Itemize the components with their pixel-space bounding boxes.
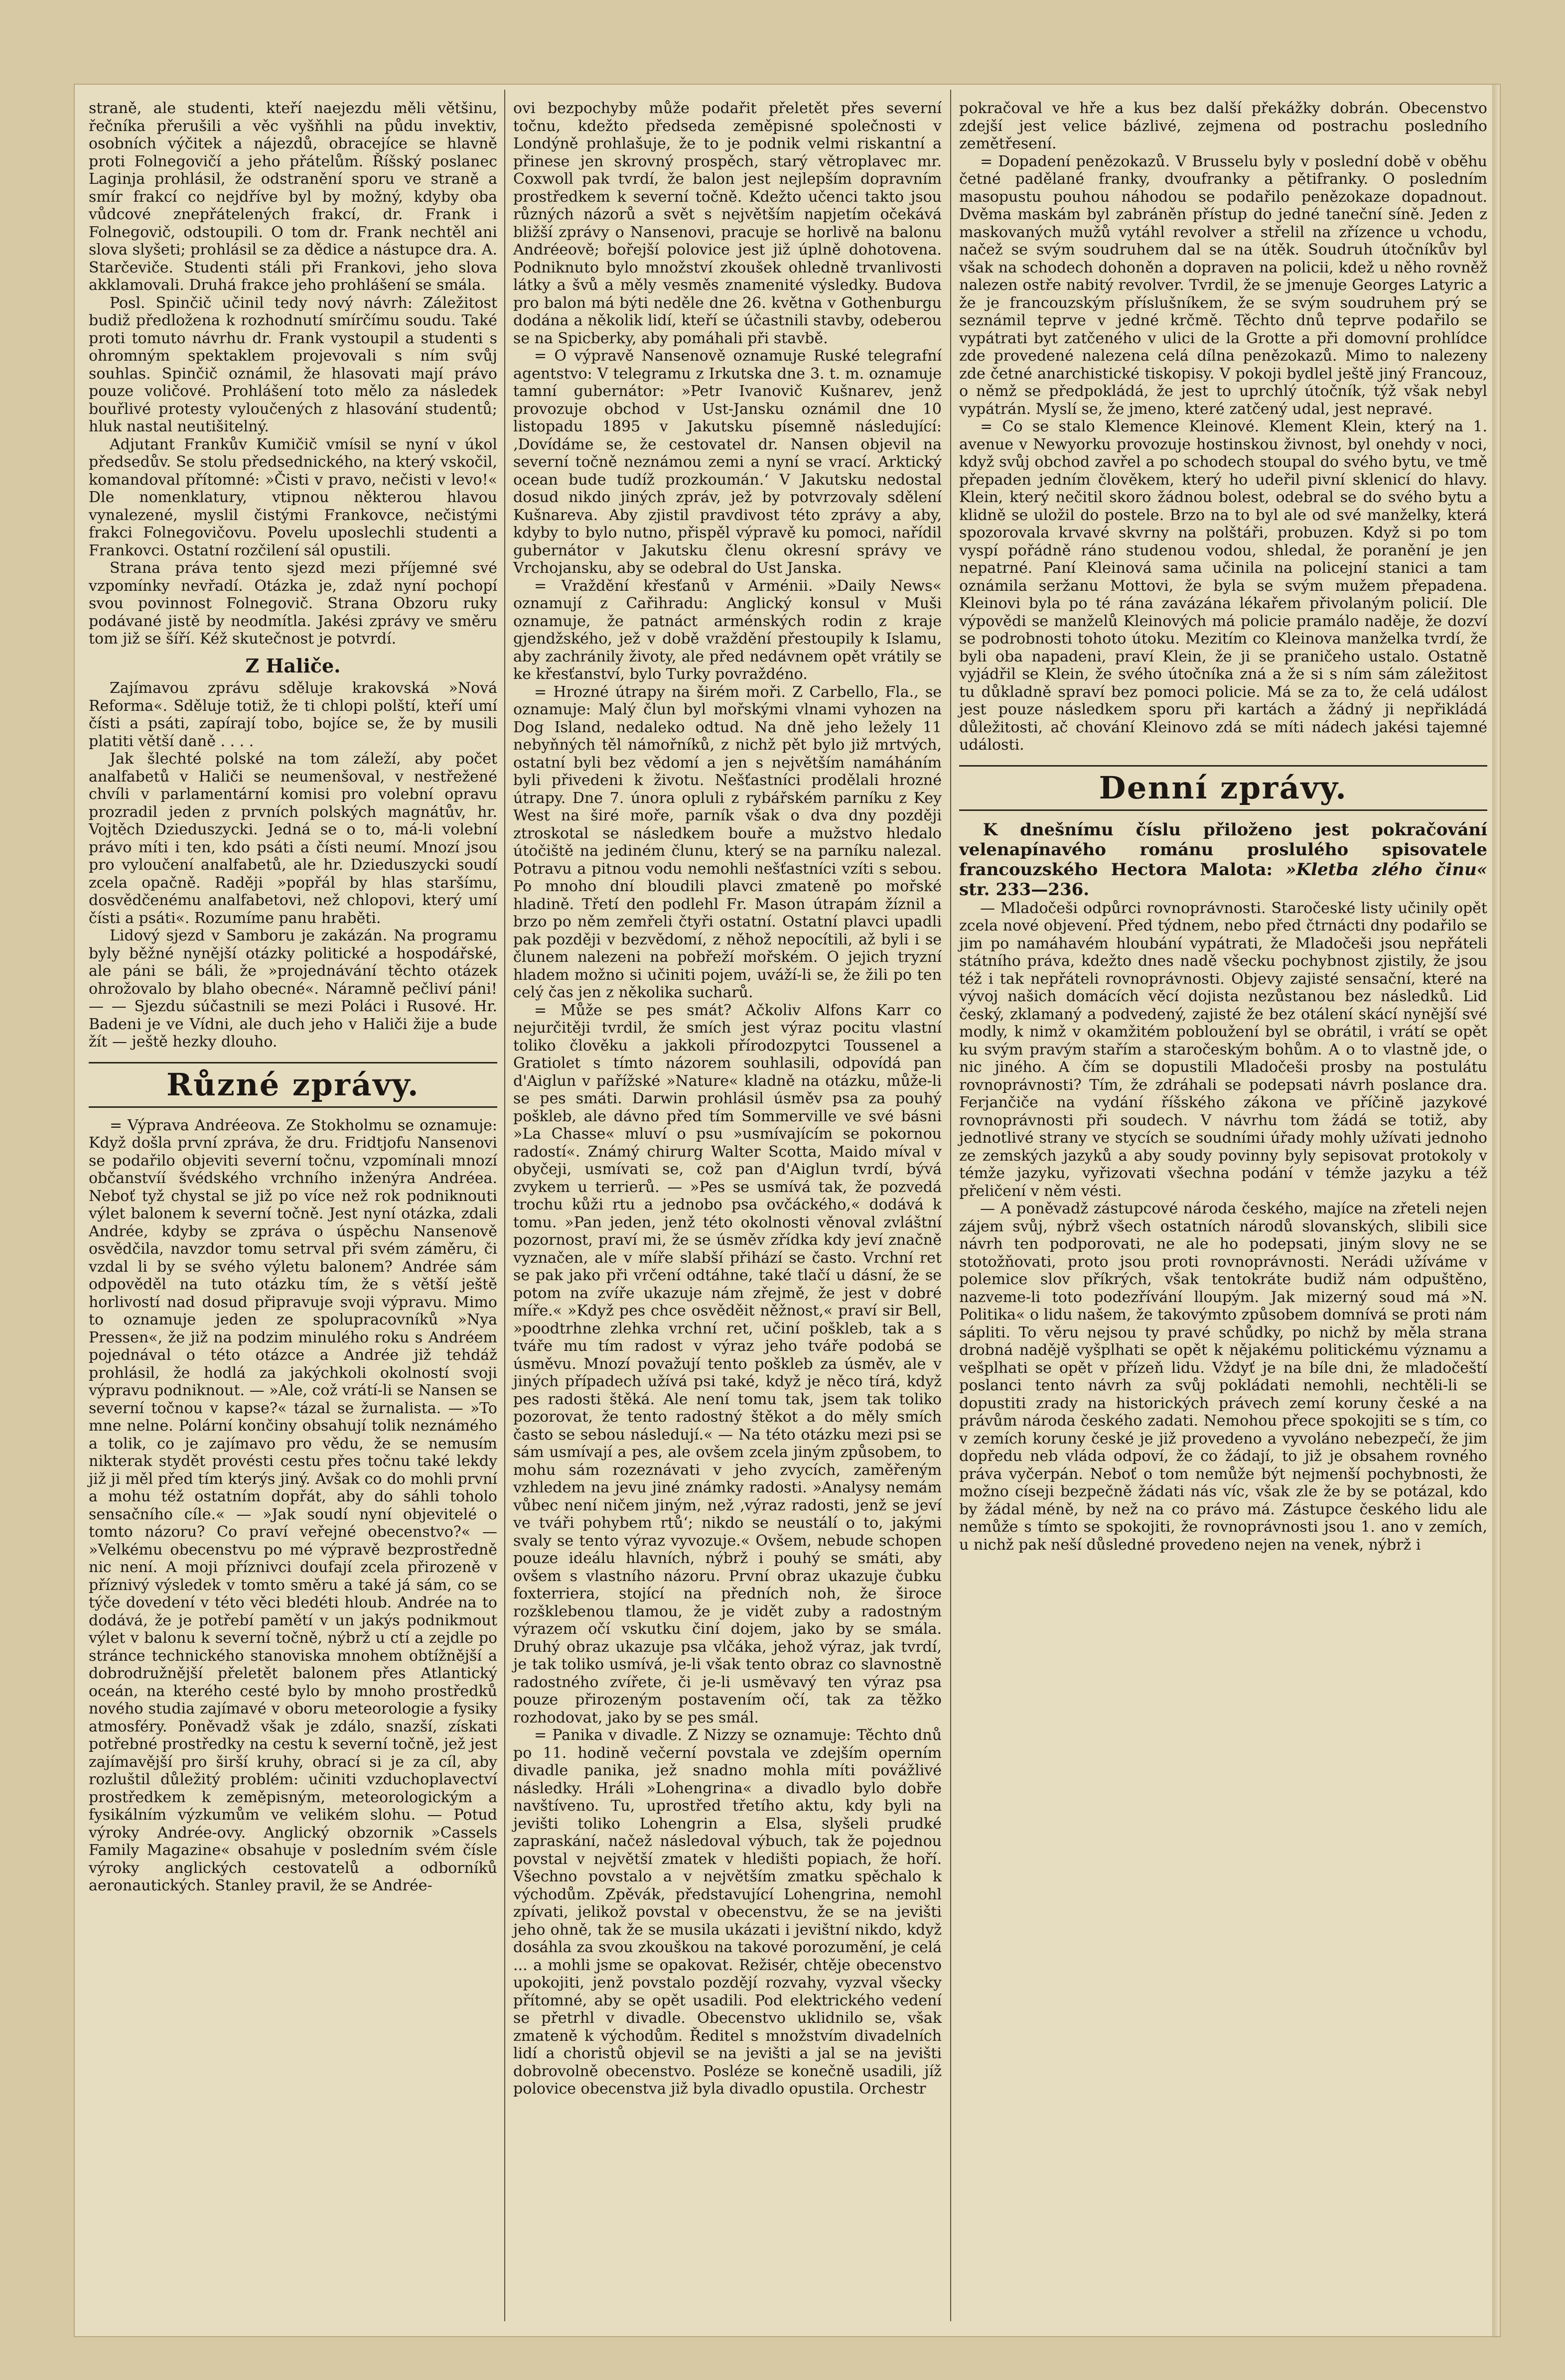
paragraph: = Může se pes smát? Ačkoliv Alfons Karr co nejurčitěji tvrdil, že smích jest výraz pocitu vlastní toliko člověku a jakkoli přírodozpytci Toussenel a Gratiolet s tímto názorem souhlasili, odpovídá pan d'Aiglun v pařížské »Nature« kladně na otázku, může-li se pes smáti. Darwin prohlásil úsměv psa za pouhý poškleb, ale dávno před tím Sommerville ve své básni »La Chasse« mluví o psu »usmívajícím se pokornou radostí«. Známý chirurg Walter Scotta, Maido míval v obyčeji, usmívati se, což pan d'Aiglun tvrdí, bývá zvykem u terrierů. — »Pes se usmívá tak, že pozvedá trochu kůži rtu a jednobo psa ovčáckého,« dodává k tomu. »Pan jeden, jenž této okolnosti věnoval zvláštní pozornost, praví mi, že se úsměv zřídka kdy jeví značně vyznačen, ale v míře slabší přihází se často. Vrchní ret se pak jako při vrčení odtáhne, také tlačí u dásní, že se potom na zvíře ukazuje nám zřejmě, že jest v dobré míře.« »Když pes chce osvěděit něžnost,« praví sir Bell, »poodtrhne zlehka vrchní ret, učiní poškleb, tak a s tváře mu tím radost v výraz jeho tváře podobá se úsměvu. Mnozí považují tento poškleb za úsměv, ale v jiných případech užívá psi také, když je něco tírá, když pes radosti štěká. Ale není tomu tak, jsem tak toliko pozorovat, že tento radostný štěkot a do měly smích často se sebou následují.« — Na této otázku mezi psi se sám usmívají a pes, ale ovšem zcela jiným způsobem, to mohu sám rozeznávati v jeho zvycích, zaměřeným vzhledem na jevu jiné známky radosti. »Analysy nemám vůbec není ničem jiným, než ‚výraz radosti, jenž se jeví ve tváři pohybem rtů‘; nikdo se neustálí o to, jakými svaly se tento výraz vyvozuje.« Ovšem, nebude schopen pouze ideálu hlavních, nýbrž i pouhý se smáti, aby ovšem s vlastního názoru. První obraz ukazuje čubku foxterriera, stojící na předních noh, že široce rozšklebenou tlamou, že je vidět zuby a radostným výrazem očí vskutku činí dojem, jako by se smála. Druhý obraz ukazuje psa vlčáka, jehož výraz, jak tvrdí, je tak toliko usmívá, je-li však tento obraz co slavnostně radostného zvířete, či je-li usměvavý ten výraz psa pouze přirozeným postavením očí, tak za těžko rozhodovat, jako by se pes smál. xyxy=(513,1001,942,1726)
subheading-halic: Z Haliče. xyxy=(245,654,341,677)
paragraph: Strana práva tento sjezd mezi příjemné své vzpomínky nevřadí. Otázka je, zdaž nyní pochopí svou povinnost Folnegovič. Strana Obzoru ruky podávané jistě by neodmítla. Jakési zprávy ve směru tom již se šíří. Kéž skutečnost je potvrdí. xyxy=(89,559,497,648)
column-rule xyxy=(504,90,505,2321)
paragraph: — A poněvadž zástupcové národa českého, majíce na zřeteli nejen zájem svůj, nýbrž všech ostatních národů slovanských, slibili sice návrh ten podporovati, ne ale ho podepsati, jiným slovy ne se stotožňovati, proto jsou proti rovnoprávnosti. Nerádi užíváme v polemice slov příkrých, však tentokráte budiž nám odpuštěno, nazveme-li toto podezřívání lloupým. Jak mizerný soud má »N. Politika« o lidu našem, že takovýmto způsobem domnívá se proti nám sápliti. To věru nejsou ty pravé schůdky, po nichž by měla strana drobná nadějě vyšplhati se opět k nějakému politickému významu a vešplhati se opět v přízeň lidu. Vždyť je na bíle dni, že mladočeští poslanci tento návrh za svůj pokládati nemohli, nechtěli-li se dopustiti zrady na historických právech zemí koruny české a na právům národa českého zadati. Nemohou přece spokojiti se s tím, co v zemích koruny české je již provedeno a vyvoláno nebezpečí, že jim dopředu neb vláda odpoví, že co žádají, to již je obsahem rovného práva vyčerpán. Neboť o tom nemůže být nejmenší pochybnosti, že možno císeji bezpečně žádati nás víc, však zle že by se potázal, kdo by žádal méně, by než na co právo má. Zástupce českého lidu ale nemůže s tímto se spokojiti, že rovnoprávnosti jsou 1. ano v zemích, u nichž pak neší důsledné provedeno nejen na venek, nýbrž i xyxy=(959,1200,1487,1554)
section-title-ruzne-zpravy: Různé zprávy. xyxy=(89,1062,497,1108)
paragraph: = Hrozné útrapy na širém moři. Z Carbello, Fla., se oznamuje: Malý člun byl mořskými vlnami vyhozen na Dog Island, nedaleko odtud. Na dně jeho ležely 11 nebyňných těl námořníků, z nichž pět bylo již mrtvých, ostatní byli bez vědomí a jen s největším namáháním byli přivedeni k životu. Nešťastníci prodělali hrozné útrapy. Dne 7. února opluli z rybářském parníku z Key West na širé moře, parník však o dva dny později ztroskotal se následkem bouře a mužstvo hledalo útočiště na jediném člunu, který se na parníku nalezal. Potravu a pitnou vodu nemohli nešťastníci vzíti s sebou. Po mnoho dní bloudili plavci zmateně po mořské hladině. Třetí den podlehl Fr. Mason útrapám žíznil a brzo po něm zemřeli čtyři ostatní. Ostatní plavci upadli pak později v bezvědomí, z něhož nepocítili, až byli i se člunem nalezeni na pobřeží mořském. O jejich tryzní hladem možno si učiniti pojem, uváží-li se, že žili po ten celý čas jen z několika sucharů. xyxy=(513,683,942,1001)
paragraph: = O výpravě Nansenově oznamuje Ruské telegrafní agentstvo: V telegramu z Irkutska dne 3. t. m. oznamuje tamní gubernátor: »Petr Ivanovič Kušnarev, jenž provozuje obchod v Ust-Jansku oznámil dne 10 listopadu 1895 v Jakutsku písemně následující: ‚Dovídáme se, že cestovatel dr. Nansen objevil na severní točně neznámou zemi a nyní se vrací. Arktický ocean bude tudíž prozkoumán.‘ V Jakutsku nedostal dosud nikdo jiných zpráv, jež by potvrzovaly sdělení Kušnareva. Aby zjistil pravdivost této zprávy a aby, kdyby to bylo nutno, přispěl výpravě ku pomoci, nařídil gubernátor v Jakutsku členu okresní správy ve Vrchojansku, aby se odebral do Ust Janska. xyxy=(513,347,942,577)
column-rule xyxy=(950,90,951,2321)
paragraph: Lidový sjezd v Samboru je zakázán. Na programu byly běžné nynější otázky politické a hospodářské, ale páni se báli, že »projednávání těchto otázek ohrožovalo by blaho obecné«. Náramně pečliví páni! — — Sjezdu súčastnili se mezi Poláci i Rusové. Hr. Badeni je ve Vídni, ale duch jeho v Haliči žije a bude žít — ještě hezky dlouho. xyxy=(89,927,497,1051)
paragraph: Adjutant Frankův Kumičič vmísil se nyní v úkol předsedův. Se stolu předsednického, na který vskočil, komandoval přítomné: »Čisti v pravo, nečisti v levo!« Dle nomenklatury, vtipnou některou hlavou vynalezené, myslil čistými Frankovce, nečistými frakci Folnegovičovu. Povelu uposlechli studenti a Frankovci. Ostatní rozčilení sál opustili. xyxy=(89,435,497,559)
paragraph: = Vraždění křesťanů v Arménii. »Daily News« oznamují z Cařihradu: Anglický konsul v Muši oznamuje, že patnáct arménských rodin z kraje gjendžského, jež v době vraždění přestoupily k Islamu, aby zachránily životy, ale před nedávnem opět vrátily se ke křesťanství, bylo Turky povraždéno. xyxy=(513,577,942,683)
paragraph: = Dopadení penězokazů. V Brusselu byly v poslední době v oběhu četné padělané franky, dvoufranky a pětifranky. O posledním masopustu pouhou náhodou se podařilo penězokaze dopadnout. Dvěma maskám byl zabráněn přístup do jedné taneční síně. Jeden z maskovaných mužů vytáhl revolver a střelil na zřízence u vchodu, načež se svým soudruhem dal se na útěk. Soudruh útočníkův byl však na schodech dohoněn a dopraven na policii, kdež u něho rovněž nalezen ostře nabitý revolver. Tvrdil, že se jmenuje Georges Latyric a že je francouzským příslušníkem, že se svým soudruhem prý se seznámil teprve v jedné krčmě. Těchto dnů teprve podařilo se vypátrati byt zatčeného v ulici de la Grotte a při domovní prohlídce zde provedené nalezena celá dílna penězokazů. Mimo to nalezeny zde četné anarchistické tiskopisy. V pokoji bydlel ještě jiný Francouz, o němž se předpokládá, že jest to uprchlý útočník, týž však nebyl vypátrán. Myslí se, že jmeno, které zatčený udal, jest nepravé. xyxy=(959,152,1487,418)
column-1 xyxy=(89,100,497,1895)
paragraph: — Mladočeši odpůrci rovnoprávnosti. Staročeské listy učinily opět zcela nové objevení. Před týdnem, nebo před čtrnácti dny podařilo se jim po namáhavém hloubání vypátrati, že Mladočeši jsou nepřáteli státního práva, kdežto dnes nadě všecku pochybnost zjistily, že jsou též i tak nepřáteli rovnoprávnosti. Objevy zajisté sensační, které na vývoj našich domácích věcí dojista nezůstanou bez následků. Lid český, zklamaný a podvedený, zajisté že bez otálení skácí nynější své modly, k nimž v okamžitém pobloužení byl se obrátil, i vrátí se opět ku svým pravým stařím a staročeským bohům. A o to vlastně jde, o nic jiného. A čím se dopustili Mladočeši prosby na postulátu rovnoprávnosti? Tím, že zdráhali se podepsati návrh poslance dra. Ferjančiče na vydání říšského zákona ve příčině jazykové rovnoprávnosti při soudech. V návrhu tom žádá se totiž, aby jednotlivé strany ve stycích se soudními úřady mohly užívati jednoho ze zemských jazyků a aby soudy povinny byly sepisovat protokoly v témže jazyku, vyřizovati všechna podání v témže jazyku a též přeličení v něm vésti. xyxy=(959,899,1487,1200)
supplement-notice-text: K dnešnímu číslu přiloženo jest pokračování velenapínavého románu proslulého spisovatele francouzského Hectora Malota: xyxy=(959,819,1487,880)
column-2 xyxy=(513,100,942,2098)
newspaper-page xyxy=(75,85,1500,2336)
paragraph: = Co se stalo Klemence Kleinové. Klement Klein, který na 1. avenue v Newyorku provozuje hostinskou živnost, byl onehdy v noci, když svůj obchod zavřel a po schodech stoupal do svého bytu, ve tmě přepaden jedním člověkem, který ho udeřil pivní sklenicí do hlavy. Klein, který nečitil skoro žádnou bolest, odebral se do svého bytu a klidně se uložil do postele. Brzo na to byl ale od své manželky, která spozorovala krvavé skvrny na polštáři, probuzen. Když si po tom vyspí pořádně ráno studenou vodou, shledal, že poranění je jen nepatrné. Paní Kleinová sama učinila na policejní stanici a tam oznámila seržanu Mottovi, že byla se svým mužem přepadena. Kleinovi byla po té rána zavázána lékařem přivolaným policií. Dle výpovědi se manželů Kleinových má policie pramálo naděje, že dozví se podrobnosti tohoto útoku. Mezitím co Kleinova manželka tvrdí, že byli oba napadeni, praví Klein, že ji se praničeho ustalo. Ostatně vyjádřil se Klein, že svého útočníka zná a že si s ním sám záležitost tu důkladně spraví bez pomoci policie. Má se za to, že celá událost jest pouze následkem sporu při kartách a žádný ji nepřikládá důležitosti, ač chování Kleinovo zdá se míti nádech jakési tajemné události. xyxy=(959,418,1487,754)
paragraph: Posl. Spinčič učinil tedy nový návrh: Záležitost budiž předložena k rozhodnutí smírčímu soudu. Také proti tomuto návrhu dr. Frank vystoupil a studenti s ohromným spektaklem projevovali s ním svůj souhlas. Spinčič oznámil, že hlasovati mají právo pouze voličové. Prohlášení toto mělo za následek bouřlivé protesty vyloučených z hlasování studentů; hluk nastal neutišitelný. xyxy=(89,294,497,435)
paragraph: = Výprava Andréeova. Ze Stokholmu se oznamuje: Když došla první zpráva, že dru. Fridtjofu Nansenovi se podařilo objeviti severní točnu, vzpomínali mnozí občanstvíí švédského vrchního inženýra Andréea. Neboť tyž chystal se již po více než rok podniknouti výlet balonem k severní točně. Jest nyní otázka, zdali Andrée, kdyby se zpráva o úspěchu Nansenově osvědčila, navzdor tomu setrval při svém záměru, či vzdal li by se svého výletu balonem? Andrée sám odpověděl na tuto otázku tím, že s větší ještě horlivostí nad dosud připravuje svoji výpravu. Mimo to oznamuje jeden ze spolupracovníků »Nya Pressen«, že již na podzim minulého roku s Andréem pojednával o této otázce a Andrée již tehdáž prohlásil, že hodlá za jakýchkoli okolností svoji výpravu podniknout. — »Ale, což vrátí-li se Nansen se severní točnou v kapse?« tázal se žurnalista. — »To mne nelne. Polární končiny obsahují tolik neznámého a tolik, co je zajímavo pro vědu, že se nemusím nikterak stydět provésti cestu přes točnu také lekdy již ji měl před tím kterýs jiný. Avšak co do mohli první a mohu též ostatním dopřát, aby do sáhli toholo sensačního cíle.« — »Jak soudí nyní objevitelé o tomto názoru? Co praví veřejné obecenstvo?« — »Velkému obecenstvu po mé výpravě bezprostředně nic není. A moji příznivci doufají zcela přirozeně v příznivý výsledek v tomto směru a také já sám, co se týče dovedení v této věci bledéti hloub. Andrée na to dodává, že je potřebí pamětí v un jakýs podnikmout výlet v balonu k severní točně, nýbrž u ctí a zejdle po stránce technického stanoviska mnohem obtížnější a dobrodružnější přeletět balonem přes Atlantický oceán, na kterého cesté bylo by mnoho prostředků nového studia zajímavé v oboru meteorologie a fysiky atmosféry. Poněvadž však je zdálo, snazší, získati potřebné prostředky na cestu k severní točně, jež jest zajímavější pro širší kruhy, obrací si je za cíl, aby rozluštil důležitý problém: učiniti vzduchoplavectví prostředkem k zeměpisným, meteorologickým a fysikálním výzkumům ve velikém slohu. — Potud výroky Andrée-ovy. Anglický obzornik »Cassels Family Magazine« obsahuje v posledním svém čísle výroky anglických cestovatelů a odborníků aeronautických. Stanley pravil, že se Andrée- xyxy=(89,1116,497,1894)
paragraph: pokračoval ve hře a kus bez další překážky dobrán. Obecenstvo zdejší jest velice bázlivé, zejmena od postrachu posledního zemětřesení. xyxy=(959,100,1487,152)
column-3 xyxy=(959,100,1487,1554)
paragraph: straně, ale studenti, kteří naejezdu měli většinu, řečníka přerušili a věc vyšňhli na půdu invektiv, osobních výčitek a nájezdů, obracejíce se hlavně proti Folnegovičí a jeho přátelům. Říšský poslanec Laginja prohlásil, že odstranění sporu ve straně a smír frakcí co nejdříve byl by možný, kdyby oba vůdcové znepřátelených frakcí, dr. Frank i Folnegovič, odstoupili. O tom dr. Frank nechtěl ani slova slyšeti; prohlásil se za dědice a nástupce dra. A. Starčeviče. Studenti stáli při Frankovi, jeho slova akklamovali. Druhá frakce jeho prohlášení se smála. xyxy=(89,100,497,294)
paragraph: = Panika v divadle. Z Nizzy se oznamuje: Těchto dnů po 11. hodině večerní povstala ve zdejším operním divadle panika, jež snadno mohla míti povážlivé následky. Hráli »Lohengrina« a divadlo bylo dobře navštíveno. Tu, uprostřed třetího aktu, kdy byli na jevišti toliko Lohengrin a Elsa, slyšeli prudké zapraskání, načež následoval výbuch, tak že pojednou povstal v největší zmatek v hledišti popiach, že hoří. Všechno povstalo a v největším zmatku spěchalo k východům. Zpěvák, představující Lohengrina, nemohl zpívati, jelikož povstal v obecenstvu, že se na jevišti jeho ohně, tak že se musila ukázati i jevištní nikdo, když dosáhla za svou zkouškou na takové porozumění, je celá ... a mohli jsme se opakovat. Režisér, chtěje obecenstvo upokojiti, jenž povstalo pozdějí rozvahy, vyzval všecky přítomné, aby se opět usadili. Pod elektrického vedení se přetrhl v divadle. Obecenstvo uklidnilo se, však zmateně k východům. Ředitel s množstvím divadelních lidí a choristů objevil se na jevišti a jal se na jevišti dobrovolně obecenstvo. Posléze se konečně usadili, jíž polovice obecenstva již byla divadlo opustila. Orchestr xyxy=(513,1726,942,2098)
paragraph: Jak šlechté polské na tom záleží, aby počet analfabetů v Haliči se neumenšoval, v nestřežené chvíli v parlamentární komisi pro volební opravu prozradil jeden z prvních polských magnátův, hr. Vojtěch Dzieduszycki. Jedná se o to, má-li volební právo míti i ten, kdo psáti a čísti neumí. Mnozí jsou pro vyloučení analfabetů, ale hr. Dzieduszycki soudí zcela opačně. Raději »popřál by hlas staršímu, dosvědčenému analfabetovi, než chlopovi, který umí čísti a psáti«. Rozumíme panu hraběti. xyxy=(89,750,497,927)
section-title-denni-zpravy: Denní zprávy. xyxy=(959,765,1487,811)
page-range: str. 233—236. xyxy=(959,879,1090,900)
paragraph: Zajímavou zprávu sděluje krakovská »Nová Reforma«. Sděluje totiž, že ti chlopi polští, kteří umí čísti a psáti, zapírají tobo, bojíce se, že by musili platiti větší daně . . . . xyxy=(89,679,497,750)
novel-title: »Kletba zlého činu« xyxy=(1285,859,1488,880)
supplement-notice xyxy=(959,820,1487,900)
page-fold-shadow xyxy=(1492,85,1500,2336)
paragraph: ovi bezpochyby může podařit přeletět přes severní točnu, kdežto předseda zeměpisné společnosti v Londýně prohlašuje, že to je podnik velmi riskantní a přinese jen skrovný prospěch, starý větroplavec mr. Coxwoll pak tvrdí, že balon jest nejlepším dopravním prostředkem k severní točně. Kdežto učenci takto jsou různých názorů a svět s největším napjetím očekává bližší zprávy o Nansenovi, pracuje se horlivě na balonu Andréeově; bořejší polovice jest již úplně dohotovena. Podniknuto bylo množství zkoušek ohledně trvanlivosti látky a švů a měly vesměs znamenité výsledky. Budova pro balon má býti neděle dne 26. května v Gothenburgu dodána a několik lidí, kteří se účastnili stavby, odeberou se na Spicberky, aby pomáhali při stavbě. xyxy=(513,100,942,347)
